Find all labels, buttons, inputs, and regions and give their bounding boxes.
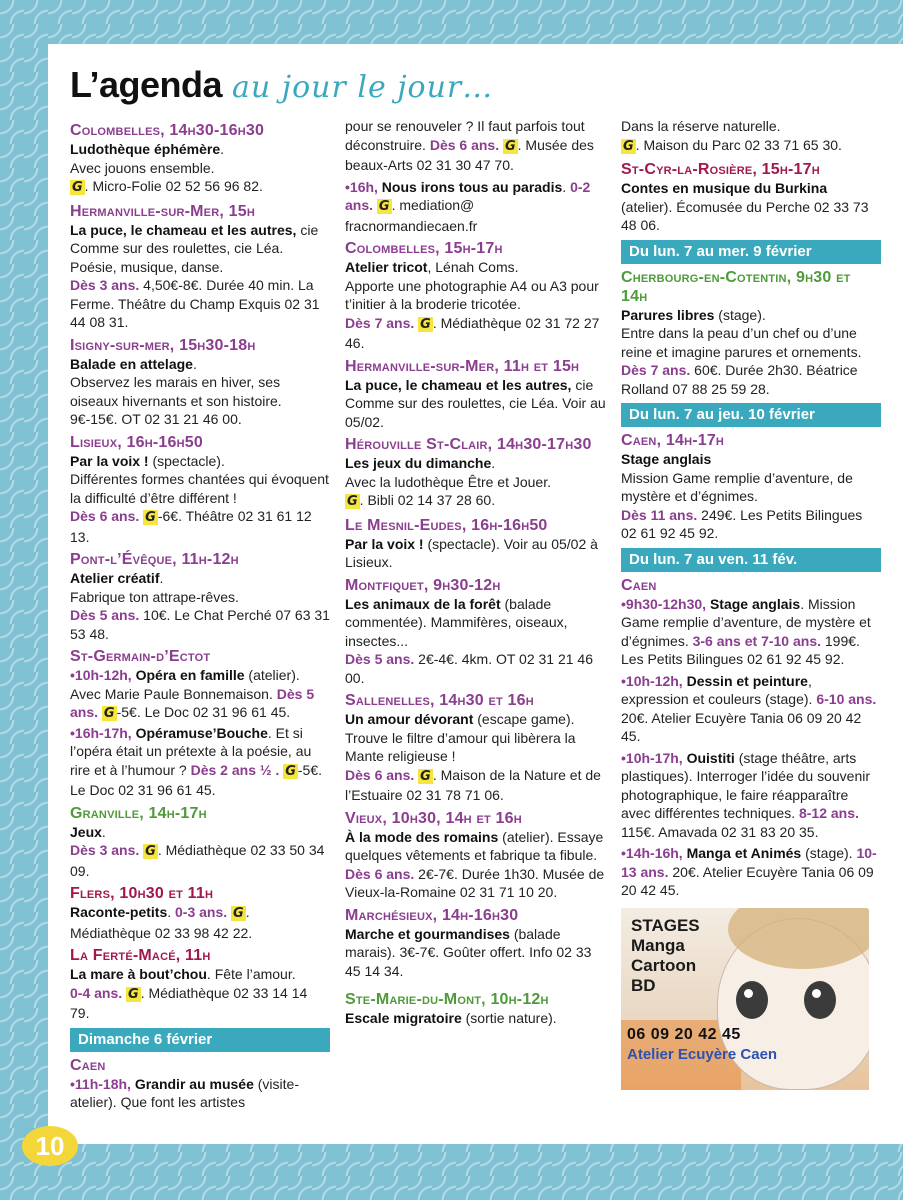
event-entry: Les animaux de la forêt (balade commentée). Mammifères, oiseaux, insectes... <box>345 595 568 649</box>
event-info: Dès 6 ans. 2€-7€. Durée 1h30. Musée de Vieux-la-Romaine 02 31 71 10 20. <box>345 865 605 900</box>
event-desc: Différentes formes chantées qui évoquent la difficulté d’être différent ! <box>70 471 329 506</box>
event-entry: Un amour dévorant (escape game). Trouve le filtre d’amour qui libèrera la Mante religieuse ! <box>345 711 576 764</box>
city-heading: Granville, 14h-17h <box>70 804 207 822</box>
event-entry: pour se renouveler ? Il faut parfois tout déconstruire. Dès 6 ans. G . Musée des beaux-Arts 02 31 30 47 70. <box>345 118 594 173</box>
ad-title: STAGES Manga Cartoon BD <box>631 915 700 995</box>
free-badge: G <box>347 494 358 509</box>
city-heading: Vieux, 10h30, 14h et 16h <box>345 809 522 827</box>
event-entry: •9h30-12h30, Stage anglais. Mission Game remplie d’aventure, de mystère et d’égnimes. 3-6 ans et 7-10 ans. 199€. Les Petits Bilingues 02 61 92 45 92. <box>621 595 871 667</box>
hair-shape <box>728 908 869 969</box>
event-entry: Escale migratoire (sortie nature). <box>345 1010 557 1026</box>
city-heading: Hérouville St-Clair, 14h30-17h30 <box>345 436 592 453</box>
date-band: Du lun. 7 au ven. 11 fév. <box>621 548 881 572</box>
city-heading: Colombelles, 15h-17h <box>345 240 503 257</box>
ad-phone: 06 09 20 42 45 <box>627 1025 741 1043</box>
event-info: 0-4 ans. G . Médiathèque 02 33 14 14 79. <box>70 984 308 1021</box>
event-entry: Contes en musique du Burkina <box>621 180 828 196</box>
free-badge: G <box>145 510 156 525</box>
event-entry: À la mode des romains (atelier). Essaye quelques vêtements et fabrique ta fibule. <box>345 828 604 863</box>
event-entry: •10h-12h, Dessin et peinture, expression et couleurs (stage). 6-10 ans. 20€. Atelier Ecuyère Tania 06 09 20 42 45. <box>621 672 877 744</box>
manga-advertisement <box>621 908 869 1090</box>
event-info: Dès 5 ans. 2€-4€. 4km. OT 02 31 21 46 00. <box>345 651 594 686</box>
event-info: Dès 3 ans. 4,50€-8€. Durée 40 min. La Ferme. Théâtre du Champ Exquis 02 31 44 08 31. <box>70 277 320 330</box>
free-badge: G <box>420 768 431 784</box>
column-1 <box>70 117 330 1112</box>
event-desc: Avec la ludothèque Être et Jouer. <box>345 473 551 490</box>
column-3 <box>621 117 881 1090</box>
city-heading: Hermanville-sur-Mer, 15h <box>70 202 255 220</box>
free-badge: G <box>623 138 634 154</box>
event-desc: Avec jouons ensemble. <box>70 159 215 176</box>
event-info: Dès 5 ans. 10€. Le Chat Perché 07 63 31 53 48. <box>70 607 330 642</box>
event-desc: (atelier). Écomusée du Perche 02 33 73 48 06. <box>621 198 869 233</box>
city-heading: Ste-Marie-du-Mont, 10h-12h <box>345 991 549 1008</box>
free-badge: G <box>72 180 83 195</box>
event-entry: •16h, Nous irons tous au paradis. 0-2 ans. G . mediation@ fracnormandiecaen.fr <box>345 178 591 234</box>
event-entry: •10h-17h, Ouistiti (stage théâtre, arts plastiques). Interroger l’idée du souvenir photographique, le faire réapparaître avec différentes techniques. 8-12 ans. 115€. Amavada 02 31 83 20 35. <box>621 749 871 840</box>
event-info: Dès 7 ans. G . Médiathèque 02 31 72 27 46. <box>345 314 600 351</box>
free-badge: G <box>128 986 139 1002</box>
event-entry: •11h-18h, Grandir au musée (visite- atelier). Que font les artistes <box>70 1075 299 1110</box>
event-entry: La puce, le chameau et les autres, cie Comme sur des roulettes, cie Léa. Voir au 05/02. <box>345 376 606 430</box>
event-info: G . Bibli 02 14 37 28 60. <box>347 492 496 509</box>
event-desc: Mission Game remplie d’aventure, de mystère et d’égnimes. <box>621 469 853 504</box>
event-entry: Marche et gourmandises (balade marais). 3€-7€. Goûter offert. Info 02 33 45 14 34. <box>345 925 592 979</box>
event-entry: Raconte-petits. 0-3 ans. G . <box>70 904 250 921</box>
event-entry: •10h-12h, Opéra en famille (atelier). Avec Marie Paule Bonnemaison. Dès 5 ans. G -5€. Le Doc 02 31 96 61 45. <box>70 667 315 721</box>
free-badge: G <box>504 138 516 154</box>
event-entry: •14h-16h, Manga et Animés (stage). 10-13 ans. 20€. Atelier Ecuyère Tania 06 09 20 42 45. <box>621 845 877 898</box>
city-heading: Marchésieux, 14h-16h30 <box>345 906 519 924</box>
city-heading: Lisieux, 16h-16h50 <box>70 433 203 451</box>
city-heading: St-Cyr-la-Rosière, 15h-17h <box>621 161 820 178</box>
city-heading: Flers, 10h30 et 11h <box>70 885 214 902</box>
date-band: Du lun. 7 au jeu. 10 février <box>621 403 881 427</box>
event-entry: Atelier tricot, Lénah Coms. <box>345 259 519 275</box>
event-entry: •16h-17h, Opéramuse’Bouche. Et si l’opéra était un prétexte à la poésie, au rire et à l’humour ? Dès 2 ans ½ . G -5€. Le Doc 02 31 96 61 45. <box>70 724 323 798</box>
title-script: au jour le jour… <box>232 70 494 105</box>
event-entry: Par la voix ! (spectacle). <box>70 452 225 469</box>
event-desc: Entre dans la peau d’un chef ou d’une reine et imagine parures et ornements. <box>621 325 862 360</box>
free-badge: G <box>420 316 431 332</box>
event-info: Médiathèque 02 33 98 42 22. <box>70 924 253 941</box>
city-heading: Pont-l’Évêque, 11h-12h <box>70 551 239 568</box>
city-heading: Caen <box>70 1056 106 1074</box>
page-title <box>70 64 493 104</box>
event-entry: La puce, le chameau et les autres, cie Comme sur des roulettes, cie Léa. Poésie, musique, danse. <box>70 221 319 275</box>
event-desc: Fabrique ton attrape-rêves. <box>70 588 239 605</box>
event-entry: Les jeux du dimanche. <box>345 455 496 471</box>
date-band: Du lun. 7 au mer. 9 février <box>621 240 881 264</box>
event-entry: Jeux. <box>70 823 106 840</box>
event-desc: Apporte une photographie A4 ou A3 pour t’initier à la broderie tricotée. <box>345 277 599 312</box>
ad-atelier: Atelier Ecuyère Caen <box>627 1045 778 1063</box>
event-info: Dès 6 ans. G -6€. Théâtre 02 31 61 12 13. <box>70 508 312 545</box>
date-band: Dimanche 6 février <box>70 1028 330 1052</box>
event-info: G . Maison du Parc 02 33 71 65 30. <box>623 136 842 154</box>
city-heading: Hermanville-sur-Mer, 11h et 15h <box>345 357 580 375</box>
event-entry: La mare à bout’chou. Fête l’amour. <box>70 966 296 982</box>
event-entry: Stage anglais <box>621 451 712 467</box>
event-info: Dès 11 ans. 249€. Les Petits Bilingues 02 61 92 45 92. <box>621 506 863 541</box>
free-badge: G <box>233 906 244 921</box>
event-info: Dès 7 ans. 60€. Durée 2h30. Béatrice Rolland 07 88 25 59 28. <box>621 362 858 397</box>
free-badge: G <box>285 763 296 779</box>
event-info: Dès 6 ans. G . Maison de la Nature et de l’Estuaire 02 31 78 71 06. <box>345 766 601 803</box>
title-main: L’agenda <box>70 64 223 105</box>
free-badge: G <box>103 706 115 721</box>
event-entry: Parures libres (stage). <box>621 306 766 323</box>
event-info: G . Micro-Folie 02 52 56 96 82. <box>72 178 263 195</box>
event-desc: Observez les marais en hiver, ses oiseaux hivernants et son histoire. 9€-15€. OT 02 31 21 46 00. <box>70 374 282 427</box>
city-heading: St-Germain-d’Ectot <box>70 648 211 665</box>
column-2 <box>345 117 607 1028</box>
event-entry: Par la voix ! (spectacle). Voir au 05/02 à Lisieux. <box>345 535 598 570</box>
city-heading: La Ferté-Macé, 11h <box>70 947 211 964</box>
event-desc: Dans la réserve naturelle. <box>621 118 781 134</box>
event-info: Dès 3 ans. G . Médiathèque 02 33 50 34 09. <box>70 842 325 879</box>
city-heading: Caen, 14h-17h <box>621 432 725 449</box>
event-entry: Atelier créatif. <box>70 570 164 586</box>
event-entry: Balade en attelage. <box>70 355 197 372</box>
city-heading: Montfiquet, 9h30-12h <box>345 576 501 594</box>
eye-icon <box>804 981 836 1019</box>
event-entry: Ludothèque éphémère. <box>70 141 225 157</box>
eye-icon <box>736 981 768 1019</box>
page-number: 10 <box>22 1126 78 1166</box>
free-badge: G <box>145 844 156 859</box>
city-heading: Caen <box>621 576 657 594</box>
city-heading: Cherbourg-en-Cotentin, 9h30 et 14h <box>621 268 851 305</box>
city-heading: Colombelles, 14h30-16h30 <box>70 122 265 139</box>
city-heading: Isigny-sur-mer, 15h30-18h <box>70 336 256 354</box>
free-badge: G <box>378 199 390 214</box>
city-heading: Sallenelles, 14h30 et 16h <box>345 692 534 709</box>
city-heading: Le Mesnil-Eudes, 16h-16h50 <box>345 516 548 534</box>
